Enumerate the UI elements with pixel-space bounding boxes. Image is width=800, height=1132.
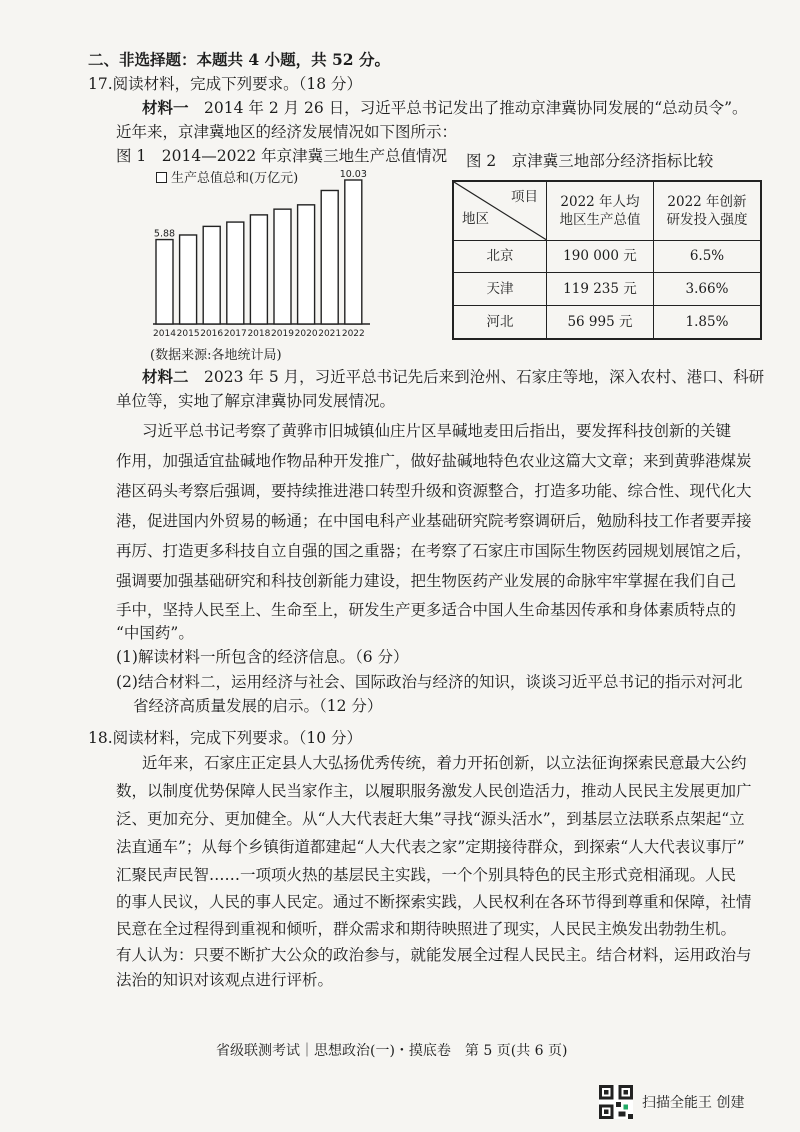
q18-para-line: 民意在全过程得到重视和倾听，群众需求和期待映照进了现实，人民民主焕发出勃勃生机。: [116, 920, 737, 938]
bar-2015: [180, 235, 197, 324]
table-cell-rd: 3.66%: [653, 273, 761, 306]
q18-stem: 18.阅读材料，完成下列要求。（10 分）: [88, 729, 363, 747]
table-cell-region: 河北: [453, 306, 547, 339]
bar-2014: [156, 240, 173, 324]
q17-m2-para-line: “中国药”。: [116, 624, 194, 642]
q18-para-line: 的事人民议，人民的事人民定。通过不断探索实践，人民权利在各环节得到尊重和保障，社情: [116, 893, 752, 911]
q18-para-line: 近年来，石家庄正定县人大弘扬优秀传统，着力开拓创新，以立法征询探索民意最大公约: [142, 754, 747, 772]
data-label-2022: 10.03: [339, 169, 367, 180]
q17-m2-para-line: 再厉、打造更多科技自立自强的国之重器；在考察了石家庄市国际生物医药园规划展馆之后，: [116, 542, 752, 560]
section-heading: 二、非选择题：本题共 4 小题，共 52 分。: [88, 50, 390, 69]
x-tick-label: 2015: [176, 329, 200, 339]
qr-code-icon: [599, 1085, 633, 1119]
table-col1-header: [547, 181, 654, 240]
table-col2-header: [653, 181, 761, 240]
q17-m2-para-line: 作用，加强适宜盐碱地作物品种开发推广，做好盐碱地特色农业这篇大文章；来到黄骅港煤炭: [116, 452, 752, 470]
table-cell-gdp: 119 235 元: [547, 273, 654, 306]
x-tick-label: 2014: [153, 329, 176, 339]
fig1-bar-chart: [148, 166, 378, 346]
data-label-2014: 5.88: [153, 228, 176, 240]
fig2-title: 图 2 京津冀三地部分经济指标比较: [466, 152, 714, 170]
q17-requirement-2-line2: 省经济高质量发展的启示。（12 分）: [133, 697, 383, 715]
q17-material2-label: 材料二: [142, 367, 189, 386]
q17-requirement-2-line1: (2)结合材料二，运用经济与社会、国际政治与经济的知识，谈谈习近平总书记的指示对河北: [116, 673, 743, 691]
table-cell-rd: 6.5%: [653, 240, 761, 273]
table-cell-region: 北京: [453, 240, 547, 273]
table-col1-header-l1: 2022 年人均: [560, 193, 640, 210]
table-row: [453, 306, 761, 339]
q18-para-line: 数，以制度优势保障人民当家作主，以履职服务激发人民创造活力，推动人民民主发展更加广: [116, 782, 752, 800]
bar-2016: [203, 226, 220, 324]
table-cell-rd: 1.85%: [653, 306, 761, 339]
bar-2021: [321, 190, 338, 324]
fig2-table: [452, 180, 762, 340]
table-row: [453, 240, 761, 273]
fig1-title: 图 1 2014—2022 年京津冀三地生产总值情况: [116, 147, 448, 165]
x-tick-label: 2017: [223, 329, 247, 339]
x-tick-label: 2022: [341, 329, 365, 339]
x-tick-label: 2020: [294, 329, 318, 339]
q17-material2-text1: 2023 年 5 月，习近平总书记先后来到沧州、石家庄等地，深入农村、港口、科研: [204, 368, 765, 386]
q17-stem: 17.阅读材料，完成下列要求。（18 分）: [88, 75, 363, 93]
q18-para-line: 汇聚民声民智……一项项火热的基层民主实践，一个个别具特色的民主形式竞相涌现。人民: [116, 866, 737, 884]
q17-m2-para-line: 强调要加强基础研究和科技创新能力建设，把生物医药产业发展的命脉牢牢掌握在我们自己: [116, 572, 737, 590]
q17-material1-label: 材料一: [142, 98, 189, 117]
bar-2018: [250, 215, 267, 324]
q17-material1-text: 2014 年 2 月 26 日，习近平总书记发出了推动京津冀协同发展的“总动员令”。: [204, 99, 748, 117]
table-head-item: 项目: [511, 189, 538, 205]
q17-m2-para-line: 港区码头考察后强调，要持续推进港口转型升级和资源整合，打造多功能、综合性、现代化大: [116, 482, 752, 500]
x-tick-label: 2021: [318, 329, 342, 339]
table-row: [453, 273, 761, 306]
q18-question-line1: 有人认为：只要不断扩大公众的政治参与，就能发展全过程人民民主。结合材料，运用政治与: [116, 946, 752, 964]
bar-2020: [298, 205, 315, 324]
q18-para-line: 泛、更加充分、更加健全。从“人大代表赶大集”寻找“源头活水”，到基层立法联系点架起“立: [116, 810, 745, 828]
table-head-region: 地区: [462, 211, 489, 227]
x-tick-label: 2019: [271, 329, 294, 339]
page-footer: 省级联测考试｜思想政治(一)・摸底卷 第 5 页(共 6 页): [216, 1043, 568, 1059]
x-tick-label: 2018: [247, 329, 271, 339]
fig1-source: (数据来源:各地统计局): [150, 348, 282, 363]
q17-material1-line2: 近年来，京津冀地区的经济发展情况如下图所示：: [116, 123, 458, 141]
x-tick-label: 2016: [200, 329, 224, 339]
q17-m2-para-line: 手中，坚持人民至上、生命至上，研发生产更多适合中国人生命基因传承和身体素质特点的: [116, 601, 737, 619]
table-col2-header-l2: 研发投入强度: [666, 211, 748, 228]
q17-material1-line1: [142, 97, 748, 119]
q17-material2-line1: [142, 366, 764, 388]
table-cell-region: 天津: [453, 273, 547, 306]
q18-question-line2: 法治的知识对该观点进行评析。: [116, 971, 334, 989]
bar-2022: [345, 180, 362, 324]
q17-m2-para-line: 港，促进国内外贸易的畅通；在中国电科产业基础研究院考察调研后，勉励科技工作者要弄接: [116, 512, 752, 530]
q17-m2-para-line: 习近平总书记考察了黄骅市旧城镇仙庄片区旱碱地麦田后指出，要发挥科技创新的关键: [142, 422, 732, 440]
table-header-row: [453, 181, 761, 240]
table-col1-header-l2: 地区生产总值: [559, 211, 641, 228]
q17-material2-line2: 单位等，实地了解京津冀协同发展情况。: [116, 392, 396, 410]
q18-para-line: 法直通车”；从每个乡镇街道都建起“人大代表之家”定期接待群众，到探索“人大代表议事厅”: [116, 838, 745, 856]
table-cell-gdp: 190 000 元: [547, 240, 654, 273]
scanner-watermark: 扫描全能王 创建: [642, 1095, 745, 1111]
bar-2019: [274, 209, 291, 324]
table-diagonal-header: [453, 181, 547, 240]
bar-2017: [227, 222, 244, 324]
table-col2-header-l1: 2022 年创新: [667, 193, 747, 210]
q17-requirement-1: (1)解读材料一所包含的经济信息。（6 分）: [116, 648, 409, 666]
table-cell-gdp: 56 995 元: [547, 306, 654, 339]
fig1-legend-label: 生产总值总和(万亿元): [171, 171, 299, 186]
